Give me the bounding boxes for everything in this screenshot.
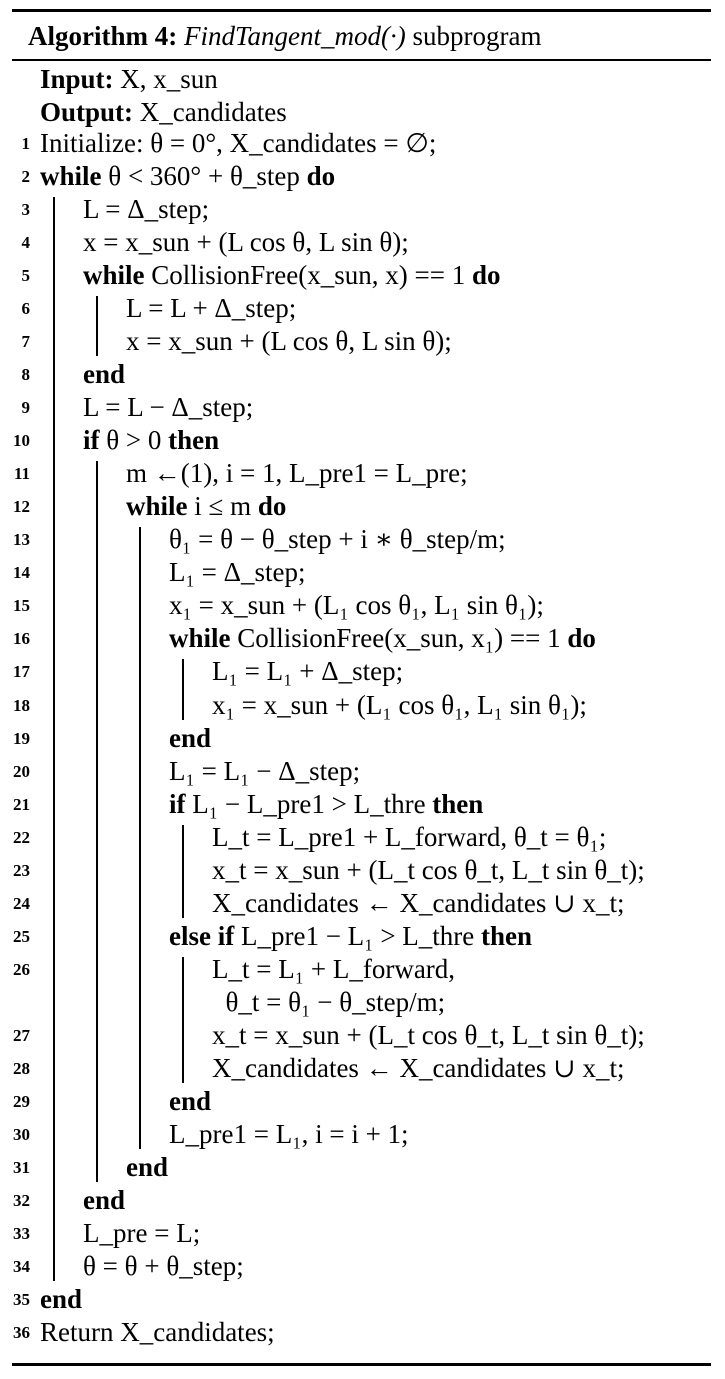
output-line <box>40 96 287 128</box>
algorithm-line <box>0 292 725 325</box>
algorithm-line <box>0 259 725 292</box>
line-number: 16 <box>13 629 30 649</box>
line-code <box>83 391 253 424</box>
output-label: Output: <box>40 97 134 127</box>
algorithm-line <box>0 424 725 457</box>
line-number: 34 <box>13 1257 30 1277</box>
algorithm-line <box>0 1283 725 1316</box>
line-number: 36 <box>13 1323 30 1343</box>
statement-text: x_t = x_sun + (L_t cos θ_t, L_t sin θ_t); <box>212 1019 645 1050</box>
line-number: 29 <box>13 1091 30 1111</box>
keyword: end <box>83 359 126 390</box>
line-number: 2 <box>21 167 30 187</box>
line-code <box>126 1151 168 1184</box>
statement-text: x₁ = x_sun + (L₁ cos θ₁, L₁ sin θ₁); <box>169 590 544 621</box>
line-code <box>126 292 296 325</box>
algorithm-line <box>0 1052 725 1085</box>
line-code <box>126 490 286 523</box>
line-number: 17 <box>13 662 30 682</box>
line-code <box>212 1052 625 1085</box>
line-number: 20 <box>13 761 30 781</box>
algorithm-line <box>0 1151 725 1184</box>
algorithm-line <box>0 622 725 655</box>
line-number: 10 <box>13 431 30 451</box>
line-number: 9 <box>21 398 30 418</box>
keyword: do <box>306 161 336 192</box>
line-code <box>169 755 360 788</box>
line-number: 35 <box>13 1290 30 1310</box>
line-number: 11 <box>13 464 30 484</box>
block-scope-bar <box>96 461 98 1182</box>
statement-text: θ₁ = θ − θ_step + i ∗ θ_step/m; <box>169 524 506 555</box>
statement-text: x_t = x_sun + (L_t cos θ_t, L_t sin θ_t); <box>212 854 645 885</box>
keyword: do <box>471 260 501 291</box>
statement-text: Initialize: θ = 0°, X_candidates = ∅; <box>40 128 437 158</box>
statement-text: L₁ − L_pre1 > L_thre <box>192 788 426 819</box>
bottom-rule <box>12 1363 711 1366</box>
line-code <box>83 1217 200 1250</box>
line-code <box>212 953 455 986</box>
algorithm-line <box>0 523 725 556</box>
line-code <box>169 622 596 655</box>
caption-suffix: subprogram <box>405 21 542 51</box>
algorithm-line <box>0 854 725 887</box>
line-number: 19 <box>13 728 30 748</box>
line-code <box>83 259 501 292</box>
input-line <box>40 63 218 95</box>
statement-text: CollisionFree(x_sun, x₁) == 1 <box>237 623 561 654</box>
line-number: 28 <box>13 1058 30 1078</box>
line-number: 14 <box>13 563 30 583</box>
statement-text: L = Δ_step; <box>83 194 210 225</box>
statement-text: L₁ = L₁ + Δ_step; <box>212 656 404 687</box>
keyword: end <box>83 1184 126 1215</box>
line-code <box>83 1184 125 1217</box>
algorithm-line <box>0 953 725 986</box>
keyword: then <box>168 425 220 456</box>
line-code <box>212 986 445 1019</box>
algorithm-line <box>0 788 725 821</box>
line-code <box>40 127 436 160</box>
line-code <box>169 1085 211 1118</box>
keyword: while <box>83 260 145 291</box>
keyword: then <box>432 788 484 819</box>
algorithm-line <box>0 358 725 391</box>
line-code <box>169 920 532 953</box>
keyword: while <box>169 623 231 654</box>
line-code <box>83 358 125 391</box>
line-number: 24 <box>13 893 30 913</box>
line-code <box>169 523 506 556</box>
line-code <box>126 457 468 490</box>
statement-text: L_pre = L; <box>83 1217 201 1248</box>
line-code <box>212 689 587 722</box>
algorithm-line <box>0 193 725 226</box>
algorithm-line <box>0 457 725 490</box>
statement-text: x = x_sun + (L cos θ, L sin θ); <box>126 326 452 357</box>
line-number: 18 <box>13 695 30 715</box>
output-value: X_candidates <box>139 97 287 127</box>
line-number: 5 <box>21 266 30 286</box>
statement-text: CollisionFree(x_sun, x) == 1 <box>151 260 466 291</box>
keyword: else if <box>169 920 235 951</box>
algorithm-line <box>0 556 725 589</box>
statement-text: L_t = L₁ + L_forward, <box>212 953 456 984</box>
block-scope-bar <box>139 527 141 1149</box>
keyword: end <box>126 1151 169 1182</box>
keyword: do <box>257 491 287 522</box>
algorithm-line <box>0 986 725 1019</box>
statement-text: θ = θ + θ_step; <box>83 1251 244 1282</box>
algorithm-line <box>0 755 725 788</box>
line-number: 7 <box>21 332 30 352</box>
algorithm-line <box>0 391 725 424</box>
line-code <box>40 160 335 193</box>
line-code <box>40 1316 275 1349</box>
algorithm-line <box>0 226 725 259</box>
top-rule <box>12 9 711 12</box>
line-number: 31 <box>13 1157 30 1177</box>
statement-text: L_pre1 = L₁, i = i + 1; <box>169 1118 409 1149</box>
caption-label: Algorithm 4: <box>28 21 178 51</box>
line-code <box>169 788 483 821</box>
line-number: 3 <box>21 200 30 220</box>
keyword: end <box>169 722 212 753</box>
line-number: 12 <box>13 497 30 517</box>
algorithm-line <box>0 689 725 722</box>
algorithm-line <box>0 887 725 920</box>
statement-text: X_candidates ← X_candidates ∪ x_t; <box>212 1052 625 1083</box>
line-number: 6 <box>21 299 30 319</box>
algorithm-caption <box>28 20 541 52</box>
line-number: 30 <box>13 1124 30 1144</box>
input-label: Input: <box>40 64 114 94</box>
line-number: 4 <box>21 233 30 253</box>
keyword: end <box>169 1085 212 1116</box>
line-code <box>212 655 403 688</box>
algorithm-line <box>0 1118 725 1151</box>
line-number: 23 <box>13 860 30 880</box>
line-code <box>40 1283 82 1316</box>
line-number: 22 <box>13 827 30 847</box>
statement-text: X_candidates ← X_candidates ∪ x_t; <box>212 887 625 918</box>
statement-text: L = L − Δ_step; <box>83 392 254 423</box>
keyword: then <box>481 920 533 951</box>
line-number: 21 <box>13 794 30 814</box>
algorithm-line <box>0 1019 725 1052</box>
keyword: if <box>169 788 186 819</box>
algorithm-line <box>0 1085 725 1118</box>
line-code <box>169 589 544 622</box>
statement-text: x = x_sun + (L cos θ, L sin θ); <box>83 227 409 258</box>
statement-text: L_t = L_pre1 + L_forward, θ_t = θ₁; <box>212 821 607 852</box>
line-code <box>83 193 209 226</box>
algorithm-line <box>0 1250 725 1283</box>
line-code <box>83 1250 244 1283</box>
line-number: 15 <box>13 596 30 616</box>
algorithm-line <box>0 160 725 193</box>
statement-text: θ < 360° + θ_step <box>108 161 300 192</box>
statement-text: i ≤ m <box>194 491 252 522</box>
caption-rule <box>12 59 711 61</box>
line-code <box>212 821 606 854</box>
statement-text: x₁ = x_sun + (L₁ cos θ₁, L₁ sin θ₁); <box>212 689 587 720</box>
statement-text: L = L + Δ_step; <box>126 293 297 324</box>
statement-text: m ←(1), i = 1, L_pre1 = L_pre; <box>126 458 468 489</box>
block-scope-bar <box>182 659 184 719</box>
line-number: 8 <box>21 365 30 385</box>
block-scope-bar <box>53 197 55 1281</box>
block-scope-bar <box>182 825 184 918</box>
algorithm-line <box>0 1217 725 1250</box>
keyword: do <box>567 623 596 654</box>
algorithm-line <box>0 722 725 755</box>
input-value: X, x_sun <box>120 64 218 94</box>
algorithm-line <box>0 821 725 854</box>
line-number: 25 <box>13 926 30 946</box>
line-code <box>169 722 211 755</box>
line-number: 13 <box>13 530 30 550</box>
algorithm-line <box>0 325 725 358</box>
line-code <box>83 226 409 259</box>
statement-text: L_pre1 − L₁ > L_thre <box>240 920 475 951</box>
keyword: while <box>126 491 188 522</box>
line-number: 27 <box>13 1025 30 1045</box>
algorithm-line <box>0 655 725 688</box>
algorithm-line <box>0 1184 725 1217</box>
statement-text: Return X_candidates; <box>40 1317 275 1348</box>
keyword: if <box>83 425 100 456</box>
statement-text: L₁ = Δ_step; <box>169 557 306 588</box>
statement-text: L₁ = L₁ − Δ_step; <box>169 755 361 786</box>
line-number: 32 <box>13 1190 30 1210</box>
line-code <box>212 887 625 920</box>
line-number: 33 <box>13 1223 30 1243</box>
block-scope-bar <box>182 957 184 1083</box>
keyword: while <box>40 161 102 192</box>
keyword: end <box>40 1284 83 1315</box>
block-scope-bar <box>96 296 98 356</box>
line-number: 1 <box>21 134 30 153</box>
line-code <box>83 424 219 457</box>
caption-name: FindTangent_mod(·) <box>183 21 406 51</box>
line-code <box>126 325 452 358</box>
algorithm-line <box>0 127 725 160</box>
line-number: 26 <box>13 959 30 979</box>
algorithm-line <box>0 589 725 622</box>
statement-text: θ_t = θ₁ − θ_step/m; <box>212 986 446 1017</box>
line-code <box>169 1118 409 1151</box>
algorithm-line <box>0 490 725 523</box>
line-code <box>212 1019 645 1052</box>
statement-text: θ > 0 <box>106 425 162 456</box>
algorithm-line <box>0 920 725 953</box>
line-code <box>169 556 306 589</box>
line-code <box>212 854 645 887</box>
algorithm-line <box>0 1316 725 1349</box>
